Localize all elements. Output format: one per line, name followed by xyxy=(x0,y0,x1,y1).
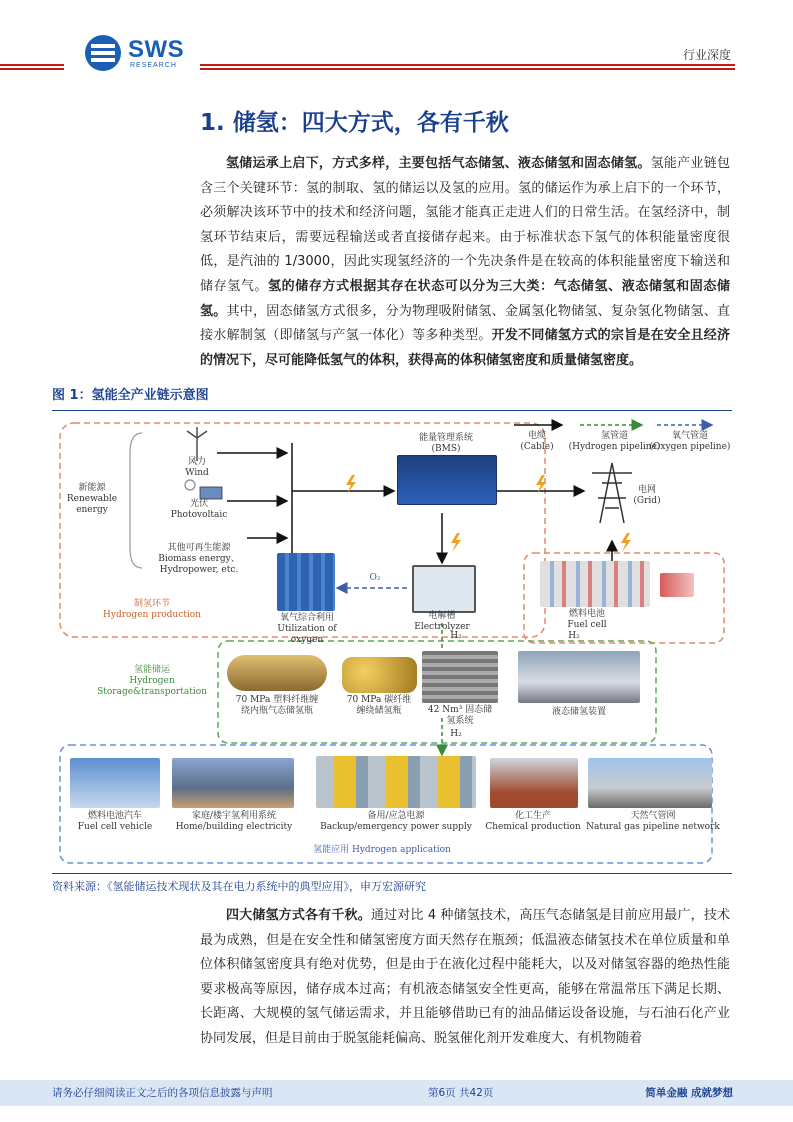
label-fuelcell: 燃料电池 Fuel cell xyxy=(567,609,607,630)
label-home: 家庭/楼宇氢利用系统 Home/building electricity xyxy=(175,811,293,832)
wind-turbine-icon xyxy=(187,427,207,461)
label-h2-a: H₂ xyxy=(450,631,462,641)
para1-text-1: 氢能产业链包含三个关键环节：氢的制取、氢的储运以及氢的应用。氢的储运作为承上启下的一个环节，必须解决该环节中的技术和经济问题，氢能才能真正走进人们的日常生活。在氢经济中，制氢环节结束后，需要远程输送或者直接储存起来。由于标准状态下氢气的体积能量密度很低，是汽油的 1/3000，因此实现氢经济的一个先决条件是在较高的体积能量密度下输送和储存氢气。 xyxy=(200,156,730,294)
fuelcell-image xyxy=(540,561,650,607)
brand-name: SWS xyxy=(128,36,185,63)
header-rule xyxy=(0,64,64,66)
bms-image xyxy=(397,455,497,505)
sws-logo xyxy=(84,34,194,74)
label-tank-70b: 70 MPa 碳纤维 缠绕储氢瓶 xyxy=(346,695,412,716)
solid-storage-image xyxy=(422,651,498,703)
label-wind: 风力 Wind xyxy=(185,457,209,478)
label-other: 其他可再生能源 Biomass energy、 Hydropower, etc. xyxy=(158,543,240,575)
label-storage: 氢能储运 Hydrogen Storage&transportation xyxy=(97,665,207,697)
oxygen-tank-image xyxy=(277,553,335,611)
footer-disclaimer: 请务必仔细阅读正文之后的各项信息披露与声明 xyxy=(52,1087,273,1099)
figure-rule-top xyxy=(52,410,732,411)
pv-icon xyxy=(185,480,222,499)
label-fcv: 燃料电池汽车 Fuel cell vehicle xyxy=(77,811,153,832)
label-solid: 42 Nm³ 固态储 氢系统 xyxy=(427,705,493,726)
para1-text-2: 其中，固态储氢方式很多，分为物理吸附储氢、金属氢化物储氢、复杂氢化物储氢、直接水解制氢（即储氢与产氢一体化）等多种类型。 xyxy=(200,303,730,344)
label-production: 制氢环节 Hydrogen production xyxy=(103,599,201,620)
fcv-image xyxy=(70,758,160,808)
label-bms: 能量管理系统 (BMS) xyxy=(418,433,473,454)
para1-bold-1: 氢储运承上启下，方式多样，主要包括气态储氢、液态储氢和固态储氢。 xyxy=(226,156,651,171)
para1-bold-3: 开发不同储氢方式的宗旨是在安全且经济的情况下，尽可能降低氢气的体积，获得高的体积储氢密度和质量储氢密度。 xyxy=(200,328,730,368)
fuelcell-heat-image xyxy=(660,573,694,597)
label-backup: 备用/应急电源 Backup/emergency power supply xyxy=(320,811,472,832)
label-cable: 电缆 (Cable) xyxy=(520,431,554,452)
header-rule xyxy=(0,68,64,70)
label-h2-b: H₂ xyxy=(568,631,580,641)
label-o2-pipeline: 氧气管道 (Oxygen pipeline) xyxy=(649,431,731,452)
figure-rule-bottom xyxy=(52,873,732,874)
header-tag: 行业深度 xyxy=(682,48,731,62)
label-pv: 光伏 Photovoltaic xyxy=(170,499,228,520)
paragraph-1 xyxy=(200,152,730,373)
backup-image xyxy=(316,756,476,808)
label-gas: 天然气管网 Natural gas pipeline network xyxy=(586,811,720,832)
header-rule xyxy=(200,68,735,70)
sws-logo-icon xyxy=(84,34,122,72)
electrolyzer-image xyxy=(412,565,476,613)
footer-page-number: 第6页 共42页 xyxy=(428,1087,494,1099)
gas-image xyxy=(588,758,712,808)
figure-title: 图 1：氢能全产业链示意图 xyxy=(52,388,209,403)
home-image xyxy=(172,758,294,808)
tank-70b-image xyxy=(342,657,417,693)
label-grid: 电网 (Grid) xyxy=(633,485,661,506)
tank-70a-image xyxy=(227,655,327,691)
label-tank-70a: 70 MPa 塑料纤维缠 绕内瓶气态储氢瓶 xyxy=(235,695,319,716)
header-rule xyxy=(200,64,735,66)
label-chem: 化工生产 Chemical production xyxy=(485,811,581,832)
brand-sub: RESEARCH xyxy=(130,62,177,69)
chem-image xyxy=(490,758,578,808)
section-title: 1. 储氢：四大方式，各有千秋 xyxy=(200,110,509,136)
label-renewable: 新能源 Renewable energy xyxy=(66,483,118,515)
label-h2-c: H₂ xyxy=(450,729,462,739)
label-application: 氢能应用 Hydrogen application xyxy=(313,845,451,855)
hydrogen-chain-diagram xyxy=(52,413,732,871)
paragraph-2 xyxy=(200,904,730,1052)
label-electrolyzer: 电解槽 Electrolyzer xyxy=(414,611,470,632)
para1-bold-2: 氢的储存方式根据其存在状态可以分为三大类：气态储氢、液态储氢和固态储氢。 xyxy=(200,278,730,319)
label-h2-pipeline: 氢管道 (Hydrogen pipeline) xyxy=(568,431,661,452)
para2-bold-1: 四大储氢方式各有千秋。 xyxy=(226,908,371,923)
footer-slogan: 简单金融 成就梦想 xyxy=(645,1087,733,1099)
label-o2: O₂ xyxy=(369,573,381,583)
figure-source: 资料来源：《氢能储运技术现状及其在电力系统中的典型应用》，申万宏源研究 xyxy=(52,880,426,893)
para2-text-1: 通过对比 4 种储氢技术，高压气态储氢是目前应用最广，技术最为成熟，但是在安全性和储氢密度方面天然存在瓶颈；低温液态储氢技术在单位质量和单位体积储氢密度具有绝对优势，但是由于在液化过程中能耗大，以及对储氢容器的绝热性能要求极高等原因，储存成本过高；有机液态储氢安全性更高，能够在常温常压下满足长期、长距离、大规模的氢气储运需求，并且能够借助已有的油品储运设备设施，与石油石化产业协同发展，但是目前由于脱氢能耗偏高、脱氢催化剂开发难度大、有机物随着 xyxy=(200,908,730,1046)
liquid-storage-image xyxy=(518,651,640,703)
label-oxygen-use: 氧气综合利用 Utilization of oxygen xyxy=(277,613,337,645)
label-liquid: 液态储氢装置 xyxy=(551,707,606,717)
